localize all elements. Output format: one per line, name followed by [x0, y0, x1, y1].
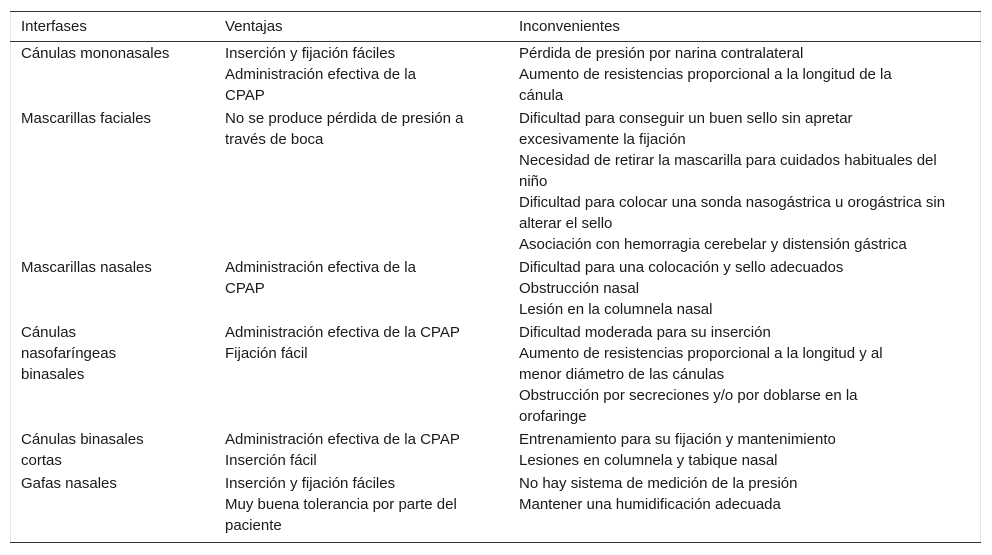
ventaja-item: Administración efectiva de la CPAP	[225, 431, 460, 448]
cell-inconvenientes	[513, 321, 965, 428]
cell-inconvenientes	[513, 256, 965, 321]
table-bottom-rule	[10, 542, 981, 543]
ventaja-item: Administración efectiva de la CPAP	[225, 259, 416, 297]
inconveniente-item: No hay sistema de medición de la presión	[519, 475, 798, 492]
interfaces-table	[15, 16, 965, 537]
cell-ventajas	[219, 107, 513, 256]
cell-interfase	[15, 321, 219, 428]
table-row	[15, 42, 965, 107]
table-row	[15, 472, 965, 537]
inconveniente-item: Dificultad para colocar una sonda nasogástrica u orogástrica sin alterar el sello	[519, 194, 946, 232]
table-header-row	[15, 16, 965, 42]
inconveniente-item: Obstrucción por secreciones y/o por doblarse en la orofaringe	[519, 387, 858, 425]
interfase-label: Cánulas binasales cortas	[21, 431, 144, 469]
inconveniente-item: Lesiones en columnela y tabique nasal	[519, 452, 778, 469]
inconveniente-item: Dificultad para conseguir un buen sello sin apretar excesivamente la fijación	[519, 110, 853, 148]
inconveniente-item: Dificultad moderada para su inserción	[519, 324, 771, 341]
header-inconvenientes: Inconvenientes	[519, 18, 620, 35]
cell-inconvenientes	[513, 472, 965, 537]
cell-interfase: Mascarillas nasales	[21, 259, 152, 276]
table-row	[15, 321, 965, 428]
inconveniente-item: Aumento de resistencias proporcional a la longitud de la cánula	[519, 66, 892, 104]
ventaja-item: Inserción y fijación fáciles	[225, 45, 396, 62]
ventaja-item: Inserción fácil	[225, 452, 317, 469]
interfase-label: Cánulas nasofaríngeas binasales	[21, 324, 117, 383]
ventaja-item: No se produce pérdida de presión a través de boca	[225, 110, 464, 148]
inconveniente-item: Entrenamiento para su fijación y mantenimiento	[519, 431, 836, 448]
cell-ventajas	[219, 472, 513, 537]
cell-inconvenientes	[513, 107, 965, 256]
cell-ventajas	[219, 42, 513, 107]
header-interfases: Interfases	[21, 18, 87, 35]
inconveniente-item: Obstrucción nasal	[519, 280, 640, 297]
cell-interfase: Cánulas mononasales	[21, 45, 170, 62]
cell-ventajas	[219, 321, 513, 428]
cell-inconvenientes	[513, 428, 965, 472]
ventaja-item: Inserción y fijación fáciles	[225, 475, 396, 492]
cell-ventajas	[219, 256, 513, 321]
table-top-rule	[10, 11, 981, 12]
ventaja-item: Administración efectiva de la CPAP	[225, 66, 416, 104]
inconveniente-item: Pérdida de presión por narina contralateral	[519, 45, 804, 62]
ventaja-item: Administración efectiva de la CPAP	[225, 324, 460, 341]
cell-interfase	[15, 428, 219, 472]
inconveniente-item: Mantener una humidificación adecuada	[519, 496, 781, 513]
cell-inconvenientes	[513, 42, 965, 107]
header-ventajas: Ventajas	[225, 18, 283, 35]
inconveniente-item: Asociación con hemorragia cerebelar y distensión gástrica	[519, 236, 907, 253]
ventaja-item: Muy buena tolerancia por parte del paciente	[225, 496, 457, 534]
inconveniente-item: Dificultad para una colocación y sello adecuados	[519, 259, 844, 276]
table-row	[15, 107, 965, 256]
inconveniente-item: Necesidad de retirar la mascarilla para cuidados habituales del niño	[519, 152, 937, 190]
table-row	[15, 428, 965, 472]
cell-ventajas	[219, 428, 513, 472]
inconveniente-item: Lesión en la columnela nasal	[519, 301, 713, 318]
ventaja-item: Fijación fácil	[225, 345, 308, 362]
inconveniente-item: Aumento de resistencias proporcional a la longitud y al menor diámetro de las cánulas	[519, 345, 883, 383]
table-row	[15, 256, 965, 321]
cell-interfase: Gafas nasales	[21, 475, 117, 492]
cell-interfase: Mascarillas faciales	[21, 110, 152, 127]
